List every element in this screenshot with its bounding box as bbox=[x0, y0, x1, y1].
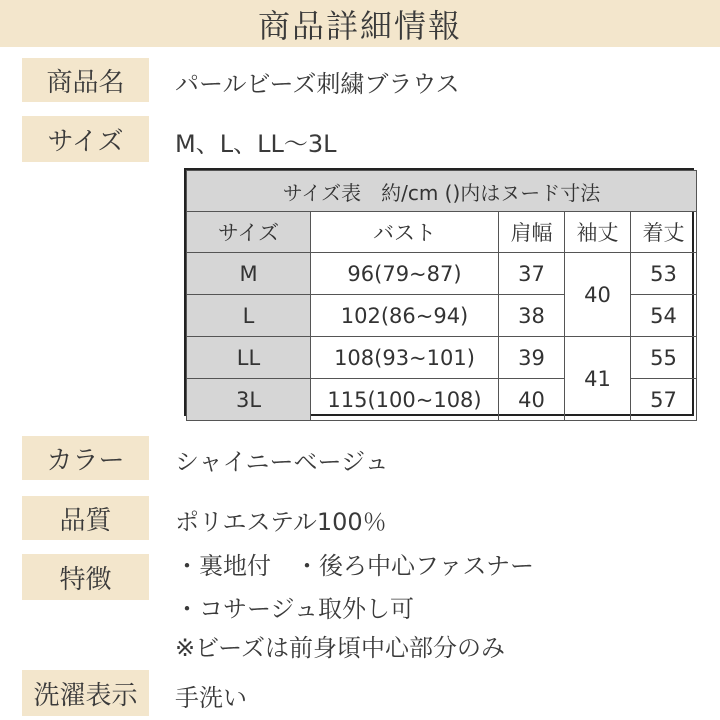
feature-line: ・コサージュ取外し可 bbox=[175, 595, 415, 623]
sleeve-cell: 41 bbox=[565, 337, 631, 421]
feature-line: ・裏地付 ・後ろ中心ファスナー bbox=[175, 552, 535, 580]
page-title: 商品詳細情報 bbox=[257, 6, 462, 45]
bust-cell: 108(93~101) bbox=[311, 337, 499, 379]
bust-cell: 115(100~108) bbox=[311, 379, 499, 421]
size-value: M、L、LL〜3L bbox=[175, 130, 337, 158]
feature-label: 特徴 bbox=[22, 554, 149, 600]
shoulder-cell: 39 bbox=[499, 337, 565, 379]
color-label: カラー bbox=[22, 436, 149, 480]
length-cell: 57 bbox=[631, 379, 697, 421]
length-cell: 55 bbox=[631, 337, 697, 379]
size-table-caption: サイズ表 約/cm ()内はヌード寸法 bbox=[187, 171, 697, 212]
quality-value: ポリエステル100％ bbox=[175, 508, 387, 536]
size-label: サイズ bbox=[22, 116, 149, 162]
product-name-label: 商品名 bbox=[22, 58, 149, 102]
wash-value: 手洗い bbox=[175, 684, 247, 712]
wash-label: 洗濯表示 bbox=[22, 670, 149, 716]
quality-label: 品質 bbox=[22, 496, 149, 540]
table-row bbox=[187, 253, 697, 295]
shoulder-cell: 37 bbox=[499, 253, 565, 295]
size-table bbox=[184, 168, 694, 416]
length-cell: 54 bbox=[631, 295, 697, 337]
size-cell: M bbox=[187, 253, 311, 295]
shoulder-cell: 38 bbox=[499, 295, 565, 337]
size-cell: LL bbox=[187, 337, 311, 379]
size-cell: 3L bbox=[187, 379, 311, 421]
size-table-header: 着丈 bbox=[631, 212, 697, 253]
page-title-bar bbox=[0, 0, 720, 47]
color-value: シャイニーベージュ bbox=[175, 448, 389, 476]
table-row bbox=[187, 337, 697, 379]
size-table-header: サイズ bbox=[187, 212, 311, 253]
size-table-header: 肩幅 bbox=[499, 212, 565, 253]
bust-cell: 96(79~87) bbox=[311, 253, 499, 295]
size-table-header: バスト bbox=[311, 212, 499, 253]
sleeve-cell: 40 bbox=[565, 253, 631, 337]
size-table-header: 袖丈 bbox=[565, 212, 631, 253]
length-cell: 53 bbox=[631, 253, 697, 295]
bust-cell: 102(86~94) bbox=[311, 295, 499, 337]
feature-line: ※ビーズは前身頃中心部分のみ bbox=[175, 634, 505, 662]
size-cell: L bbox=[187, 295, 311, 337]
product-name-value: パールビーズ刺繍ブラウス bbox=[175, 70, 460, 98]
shoulder-cell: 40 bbox=[499, 379, 565, 421]
